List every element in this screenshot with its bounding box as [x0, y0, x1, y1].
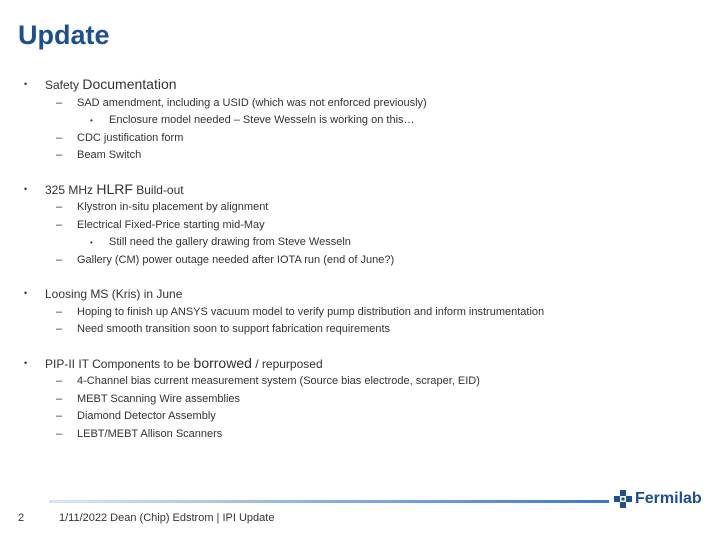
bullet-item [0, 181, 700, 200]
footer-text: 1/11/2022 Dean (Chip) Edstrom | IPI Update [59, 512, 275, 524]
bullet-text-emphasis: borrowed [193, 354, 252, 371]
bullet-text: 325 MHz [45, 182, 97, 197]
sub-bullet-text: LEBT/MEBT Allison Scanners [77, 427, 223, 440]
dash-marker: – [56, 149, 63, 161]
dash-marker: – [56, 427, 63, 440]
sub-bullet-item [0, 147, 700, 165]
sub-bullet-item [0, 252, 700, 270]
bullet-text: PIP-II IT Components to be [45, 356, 194, 371]
sub-bullet-item [0, 95, 700, 113]
sub-bullet-text: Klystron in-situ placement by alignment [77, 201, 269, 213]
sub-bullet-item [0, 408, 700, 426]
sub-bullet-text: 4-Channel bias current measurement system (Source bias electrode, scraper, EID) [77, 375, 480, 387]
sub-bullet-text: MEBT Scanning Wire assemblies [77, 392, 241, 405]
dash-marker: – [56, 392, 63, 405]
bullet-marker: • [24, 79, 28, 89]
bullet-text-rest: / repurposed [251, 356, 323, 371]
dash-marker: – [56, 201, 63, 213]
dash-marker: – [56, 96, 63, 109]
bullet-list [0, 76, 700, 459]
sub-bullet-item [0, 391, 700, 409]
sub-bullet-text: CDC justification form [77, 131, 184, 144]
bullet-group [0, 355, 700, 444]
sub-bullet-text: Gallery (CM) power outage needed after IOTA run (end of June?) [77, 253, 395, 266]
bullet-item [0, 285, 700, 304]
footer-divider [49, 500, 609, 503]
dash-marker: – [56, 253, 63, 266]
bullet-text: Loosing MS (Kris) in June [45, 287, 183, 301]
bullet-text-rest: Build-out [132, 182, 184, 197]
bullet-item [0, 355, 700, 374]
dash-marker: – [56, 375, 63, 387]
sub-sub-bullet-item [0, 234, 700, 252]
bullet-group [0, 181, 700, 270]
fermilab-logo-icon [614, 490, 632, 508]
bullet-marker: • [24, 183, 28, 194]
sub-bullet-text: Need smooth transition soon to support fabrication requirements [77, 323, 391, 335]
dash-marker: – [56, 131, 63, 144]
sub-bullet-text: Electrical Fixed-Price starting mid-May [77, 218, 265, 231]
page-number: 2 [18, 512, 25, 524]
dash-marker: – [56, 305, 63, 318]
bullet-marker: • [24, 357, 28, 368]
fermilab-logo-text: Fermilab [635, 490, 702, 507]
sub-bullet-item [0, 321, 700, 339]
slide-title: Update [18, 20, 110, 50]
sub-bullet-text: Beam Switch [77, 149, 142, 161]
bullet-text-emphasis: HLRF [96, 180, 133, 197]
bullet-marker: • [90, 238, 93, 247]
sub-bullet-text: Diamond Detector Assembly [77, 410, 216, 422]
bullet-item [0, 76, 700, 95]
bullet-text: Safety [45, 78, 83, 92]
sub-bullet-item [0, 373, 700, 391]
bullet-group [0, 76, 700, 165]
bullet-marker: • [90, 116, 93, 125]
sub-bullet-item [0, 217, 700, 235]
sub-sub-bullet-text: Enclosure model needed – Steve Wesseln is working on this… [109, 114, 415, 126]
dash-marker: – [56, 218, 63, 231]
dash-marker: – [56, 323, 63, 335]
dash-marker: – [56, 410, 63, 422]
sub-bullet-text: Hoping to finish up ANSYS vacuum model to verify pump distribution and inform instrumentation [77, 305, 545, 318]
sub-bullet-item [0, 426, 700, 444]
sub-bullet-item [0, 199, 700, 217]
sub-sub-bullet-text: Still need the gallery drawing from Steve Wesseln [109, 236, 351, 248]
sub-sub-bullet-item [0, 112, 700, 130]
sub-bullet-text: SAD amendment, including a USID (which was not enforced previously) [77, 96, 427, 109]
bullet-text-emphasis: Documentation [82, 76, 177, 92]
bullet-marker: • [24, 288, 28, 298]
bullet-group [0, 285, 700, 339]
sub-bullet-item [0, 130, 700, 148]
fermilab-logo [614, 490, 702, 508]
sub-bullet-item [0, 304, 700, 322]
